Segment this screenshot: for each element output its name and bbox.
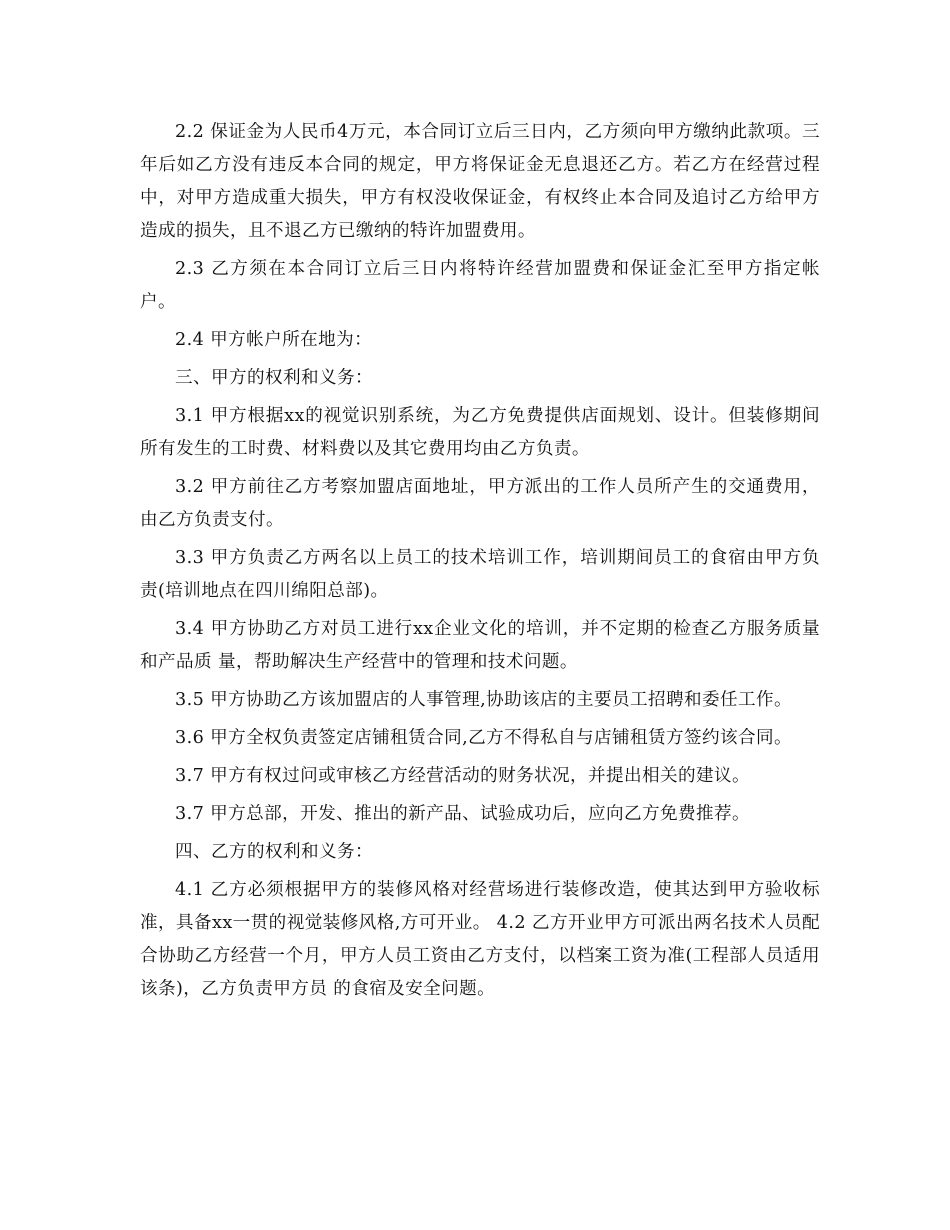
paragraph-3-7b: 3.7 甲方总部，开发、推出的新产品、试验成功后，应向乙方免费推荐。 bbox=[175, 804, 750, 824]
paragraph-4-1: 4.1 乙方必须根据甲方的装修风格对经营场进行装修改造，使其达到甲方验收标准，具备xx一贯的视觉装修风格,方可开业。 4.2 乙方开业甲方可派出两名技术人员配合协助乙方经营一个月，甲方人员工资由乙方支付，以档案工资为准(工程部人员适用该条)，乙方负责甲方员 的食宿及安全问题。 bbox=[140, 880, 820, 999]
paragraph-2-4: 2.4 甲方帐户所在地为： bbox=[175, 330, 373, 350]
paragraph-3-7a: 3.7 甲方有权过问或审核乙方经营活动的财务状况，并提出相关的建议。 bbox=[175, 766, 750, 786]
section-heading-3: 三、甲方的权利和义务： bbox=[175, 368, 373, 388]
paragraph-2-3: 2.3 乙方须在本合同订立后三日内将特许经营加盟费和保证金汇至甲方指定帐户。 bbox=[140, 259, 820, 312]
paragraph-3-5: 3.5 甲方协助乙方该加盟店的人事管理,协助该店的主要员工招聘和委任工作。 bbox=[175, 690, 792, 710]
paragraph-3-3: 3.3 甲方负责乙方两名以上员工的技术培训工作，培训期间员工的食宿由甲方负责(培训地点在四川绵阳总部)。 bbox=[140, 548, 820, 601]
paragraph-2-2: 2.2 保证金为人民币4万元，本合同订立后三日内，乙方须向甲方缴纳此款项。三年后如乙方没有违反本合同的规定，甲方将保证金无息退还乙方。若乙方在经营过程中，对甲方造成重大损失，甲方有权没收保证金，有权终止本合同及追讨乙方给甲方造成的损失，且不退乙方已缴纳的特许加盟费用。 bbox=[140, 122, 820, 241]
paragraph-3-4: 3.4 甲方协助乙方对员工进行xx企业文化的培训，并不定期的检查乙方服务质量和产品质 量，帮助解决生产经营中的管理和技术问题。 bbox=[140, 619, 820, 672]
paragraph-3-6: 3.6 甲方全权负责签定店铺租赁合同,乙方不得私自与店铺租赁方签约该合同。 bbox=[175, 728, 792, 748]
section-heading-4: 四、乙方的权利和义务： bbox=[175, 842, 373, 862]
paragraph-3-1: 3.1 甲方根据xx的视觉识别系统，为乙方免费提供店面规划、设计。但装修期间所有发生的工时费、材料费以及其它费用均由乙方负责。 bbox=[140, 406, 820, 459]
paragraph-3-2: 3.2 甲方前往乙方考察加盟店面地址，甲方派出的工作人员所产生的交通费用，由乙方负责支付。 bbox=[140, 477, 820, 530]
document-body bbox=[140, 116, 820, 1011]
